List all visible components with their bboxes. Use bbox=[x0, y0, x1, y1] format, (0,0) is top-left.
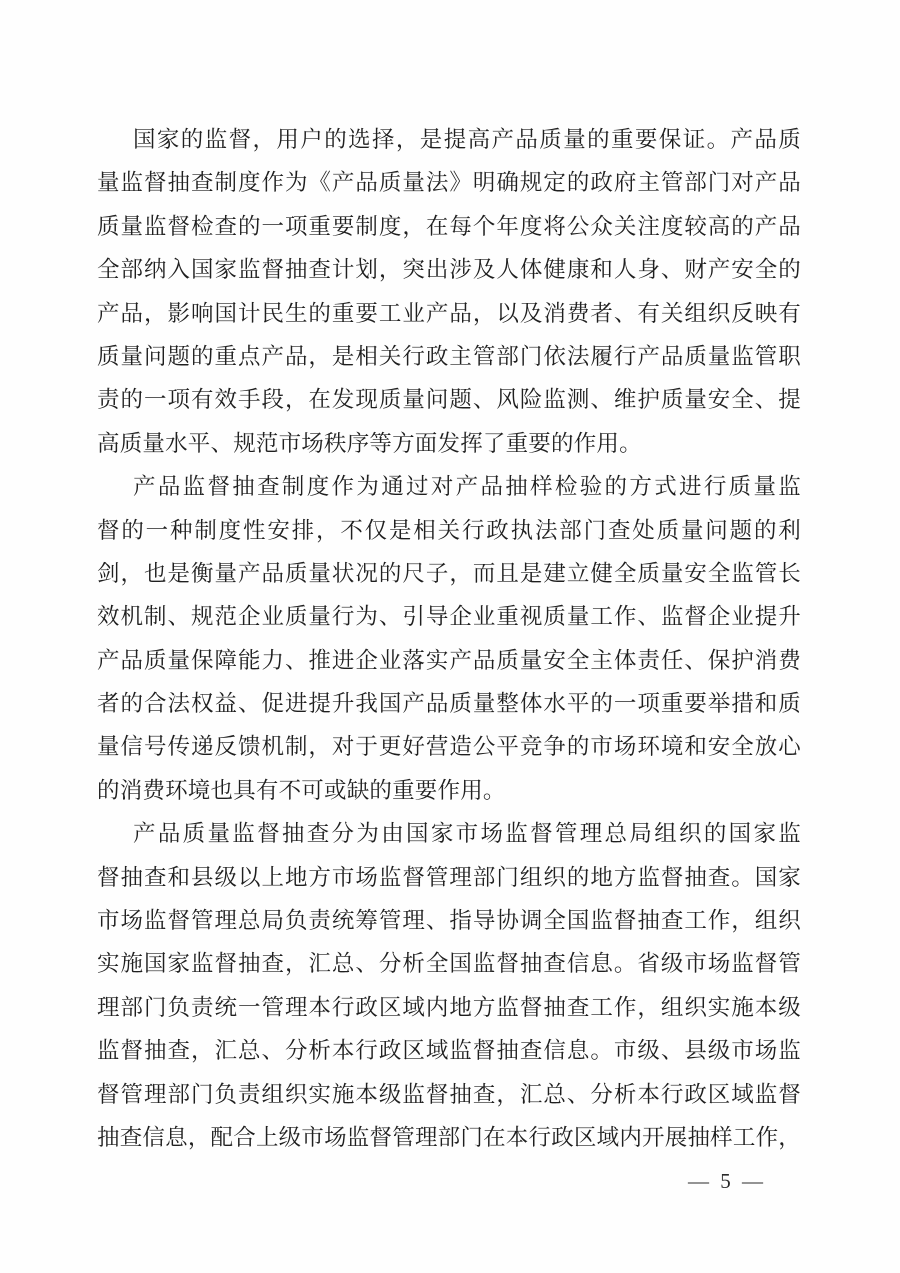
text-line: 市场监督管理总局负责统筹管理、指导协调全国监督抽查工作，组织 bbox=[97, 908, 801, 934]
text-line: 剑，也是衡量产品质量状况的尺子，而且是建立健全质量安全监管长 bbox=[97, 560, 801, 586]
text-line: 产品，影响国计民生的重要工业产品，以及消费者、有关组织反映有 bbox=[97, 300, 801, 326]
text-line: 产品质量监督抽查分为由国家市场监督管理总局组织的国家监 bbox=[133, 821, 801, 847]
document-body-text bbox=[97, 118, 801, 1159]
text-line: 产品监督抽查制度作为通过对产品抽样检验的方式进行质量监 bbox=[133, 474, 801, 500]
text-line: 全部纳入国家监督抽查计划，突出涉及人体健康和人身、财产安全的 bbox=[97, 257, 801, 283]
text-line: 国家的监督，用户的选择，是提高产品质量的重要保证。产品质 bbox=[133, 127, 801, 152]
text-line: 督管理部门负责组织实施本级监督抽查，汇总、分析本行政区域监督 bbox=[97, 1081, 801, 1107]
text-line: 督抽查和县级以上地方市场监督管理部门组织的地方监督抽查。国家 bbox=[97, 864, 801, 890]
text-line: 理部门负责统一管理本行政区域内地方监督抽查工作，组织实施本级 bbox=[97, 994, 801, 1020]
text-line: 者的合法权益、促进提升我国产品质量整体水平的一项重要举措和质 bbox=[97, 691, 801, 717]
page-number: — 5 — bbox=[688, 1169, 766, 1193]
text-line: 产品质量保障能力、推进企业落实产品质量安全主体责任、保护消费 bbox=[97, 647, 801, 673]
text-line: 实施国家监督抽查，汇总、分析全国监督抽查信息。省级市场监督管 bbox=[97, 951, 801, 977]
text-line: 监督抽查，汇总、分析本行政区域监督抽查信息。市级、县级市场监 bbox=[97, 1038, 801, 1064]
text-line: 效机制、规范企业质量行为、引导企业重视质量工作、监督企业提升 bbox=[97, 604, 801, 630]
text-line: 量监督抽查制度作为《产品质量法》明确规定的政府主管部门对产品 bbox=[97, 170, 801, 196]
text-line: 的消费环境也具有不可或缺的重要作用。 bbox=[97, 777, 506, 803]
text-line: 抽查信息，配合上级市场监督管理部门在本行政区域内开展抽样工作， bbox=[97, 1124, 801, 1150]
text-line: 高质量水平、规范市场秩序等方面发挥了重要的作用。 bbox=[97, 430, 642, 456]
text-line: 量信号传递反馈机制，对于更好营造公平竞争的市场环境和安全放心 bbox=[97, 734, 801, 760]
text-line: 督的一种制度性安排，不仅是相关行政执法部门查处质量问题的利 bbox=[97, 517, 801, 543]
text-line: 质量问题的重点产品，是相关行政主管部门依法履行产品质量监管职 bbox=[97, 343, 801, 369]
text-line: 责的一项有效手段，在发现质量问题、风险监测、维护质量安全、提 bbox=[97, 387, 801, 413]
text-line: 质量监督检查的一项重要制度，在每个年度将公众关注度较高的产品 bbox=[97, 213, 801, 239]
